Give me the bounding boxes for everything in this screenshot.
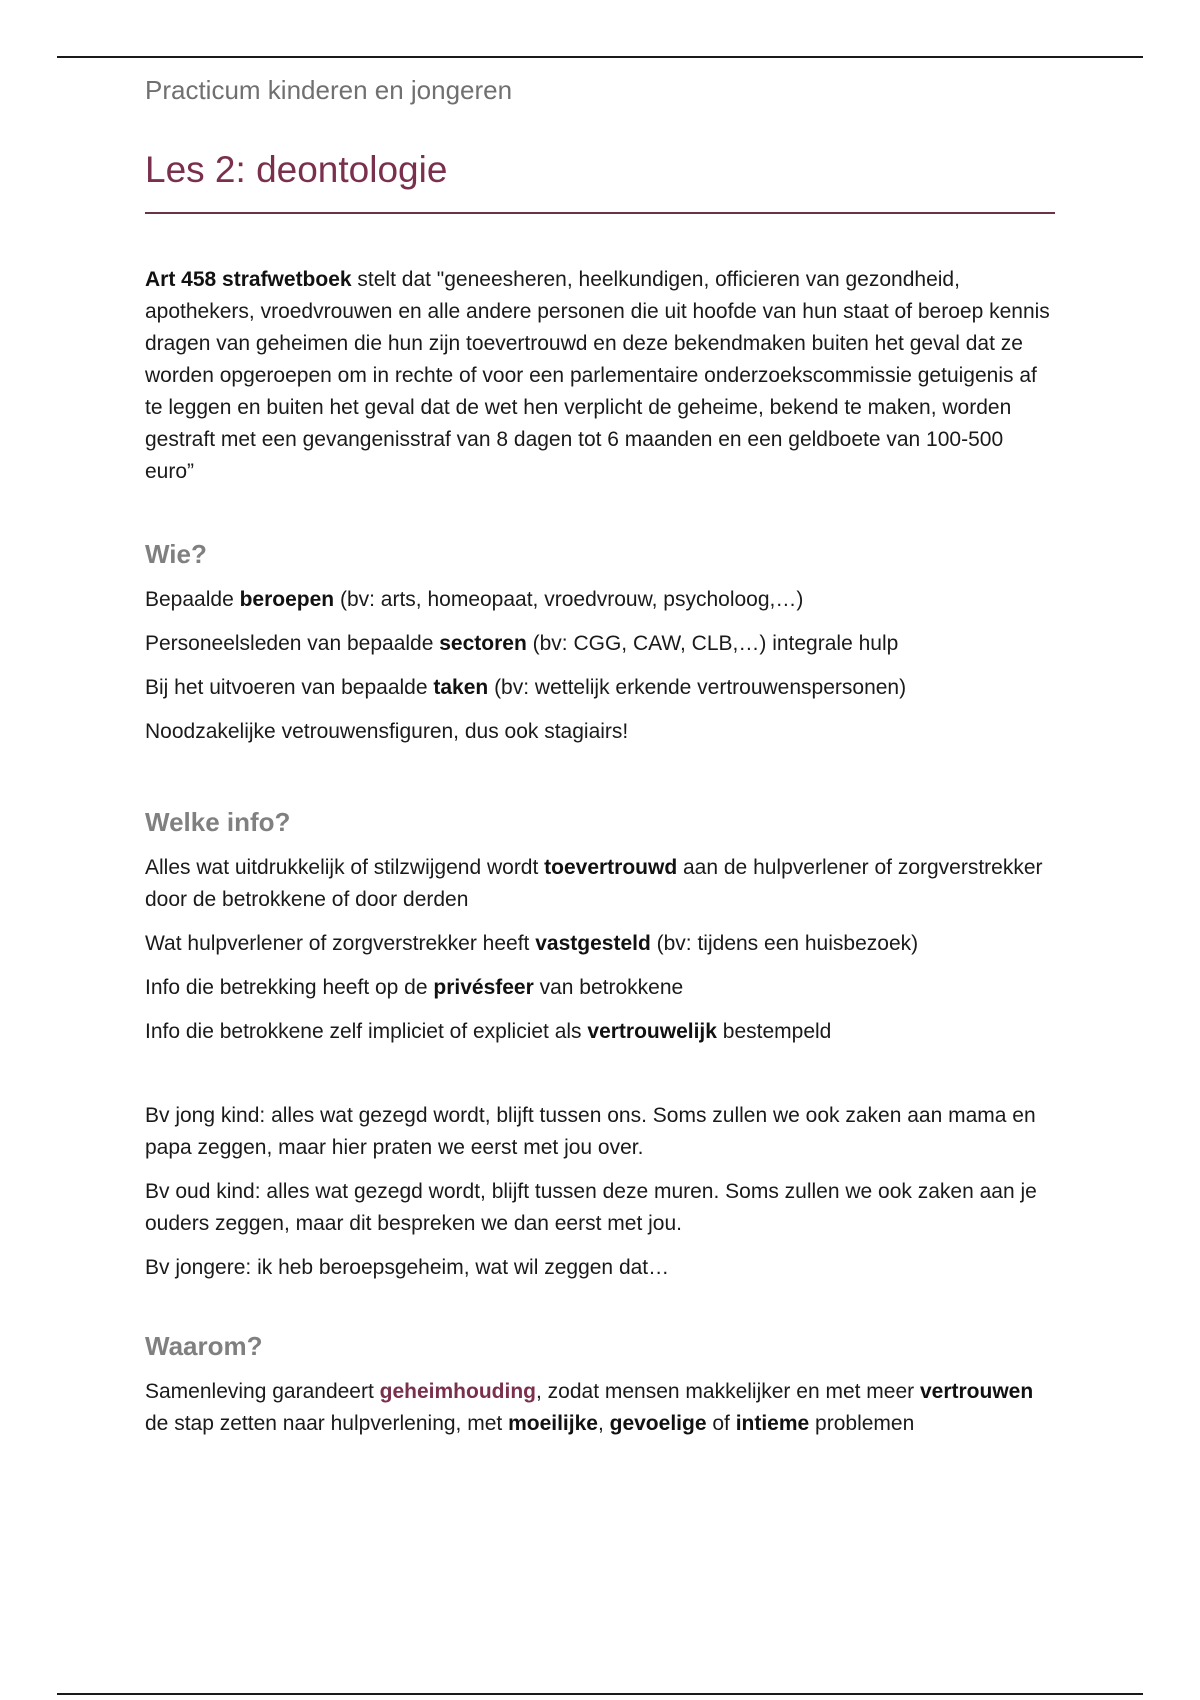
welke-item: Wat hulpverlener of zorgverstrekker heeft vastgesteld (bv: tijdens een huisbezoek) (145, 932, 919, 955)
welke-item: Info die betrekking heeft op de privésfeer van betrokkene (145, 976, 684, 999)
example-older-child: Bv oud kind: alles wat gezegd wordt, blijft tussen deze muren. Soms zullen we ook zaken aan je ouders zeggen, maar dit bespreken we dan eerst met jou. (145, 1180, 1037, 1235)
intro-paragraph (145, 264, 1055, 488)
welke-item: Info die betrokkene zelf impliciet of expliciet als vertrouwelijk bestempeld (145, 1020, 832, 1043)
title-underline (145, 212, 1055, 214)
bottom-border-line (57, 1693, 1143, 1695)
section-heading-waarom: Waarom? (145, 1331, 263, 1361)
section-heading-welke-info: Welke info? (145, 807, 291, 837)
example-youth: Bv jongere: ik heb beroepsgeheim, wat wil zeggen dat… (145, 1256, 670, 1279)
wie-item: Personeelsleden van bepaalde sectoren (bv: CGG, CAW, CLB,…) integrale hulp (145, 632, 899, 655)
intro-text: stelt dat "geneesheren, heelkundigen, officieren van gezondheid, apothekers, vroedvrouwen en alle andere personen die uit hoofde van hun staat of beroep kennis dragen van geheimen die hun zijn toevertrouwd en deze bekendmaken buiten het geval dat ze worden opgeroepen om in rechte of voor een parlementaire onderzoekscommissie getuigenis af te leggen en buiten het geval dat de wet hen verplicht de geheime, bekend te maken, worden gestraft met een gevangenisstraf van 8 dagen tot 6 maanden en een geldboete van 100-500 euro” (145, 268, 1050, 483)
intro-bold: Art 458 strafwetboek (145, 268, 352, 291)
page-title: Les 2: deontologie (145, 149, 448, 190)
wie-item: Bij het uitvoeren van bepaalde taken (bv: wettelijk erkende vertrouwenspersonen) (145, 676, 907, 699)
top-border-line (57, 56, 1143, 58)
document-header: Practicum kinderen en jongeren (145, 75, 513, 105)
example-young-child: Bv jong kind: alles wat gezegd wordt, blijft tussen ons. Soms zullen we ook zaken aan mama en papa zeggen, maar hier praten we eerst met jou over. (145, 1104, 1036, 1159)
welke-item: Alles wat uitdrukkelijk of stilzwijgend wordt toevertrouwd aan de hulpverlener of zorgverstrekker door de betrokkene of door derden (145, 856, 1043, 911)
wie-item: Noodzakelijke vetrouwensfiguren, dus ook stagiairs! (145, 720, 629, 743)
accent-term: geheimhouding (379, 1380, 536, 1403)
waarom-paragraph: Samenleving garandeert geheimhouding, zodat mensen makkelijker en met meer vertrouwen de stap zetten naar hulpverlening, met moeilijke, gevoelige of intieme problemen (145, 1380, 1034, 1435)
section-heading-wie: Wie? (145, 539, 207, 569)
wie-item: Bepaalde beroepen (bv: arts, homeopaat, vroedvrouw, psycholoog,…) (145, 588, 804, 611)
page-content (145, 72, 1055, 1440)
